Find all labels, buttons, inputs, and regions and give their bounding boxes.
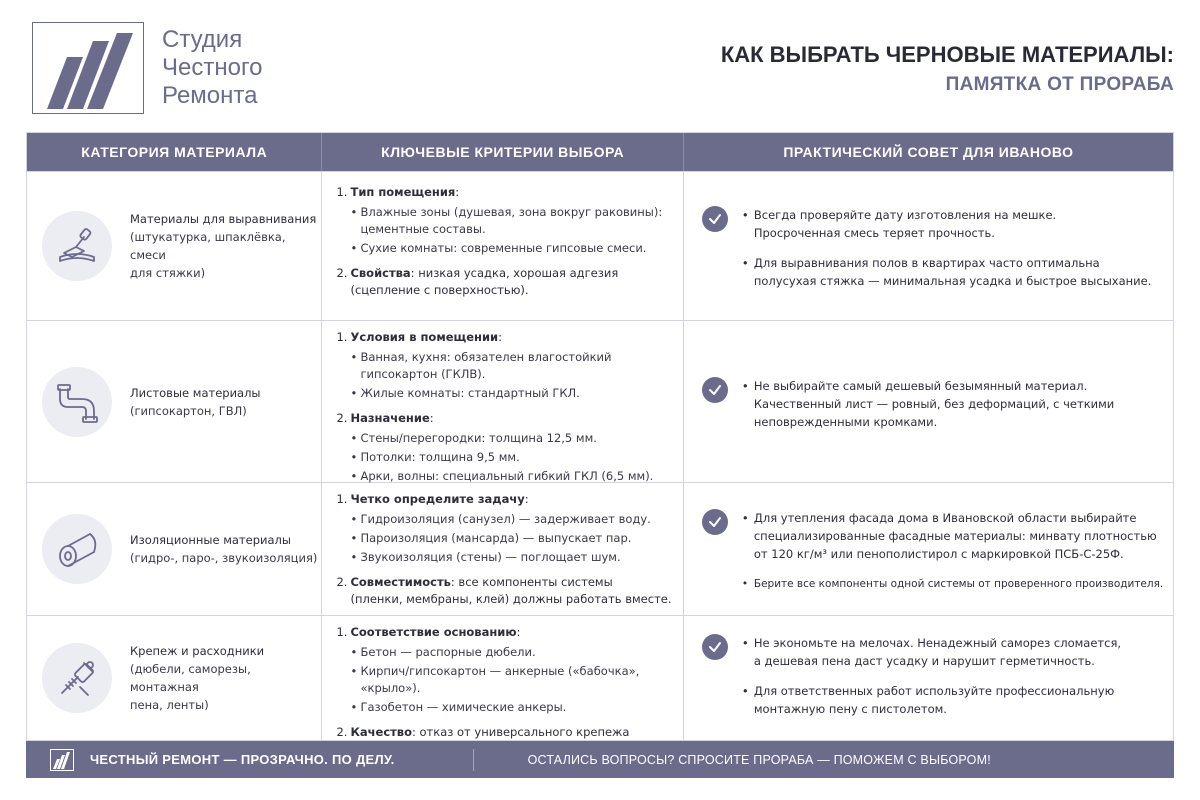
brand-logo xyxy=(32,22,144,114)
criterion-number: 1. xyxy=(336,330,348,344)
tip-text: Для утепления фасада дома в Ивановской области выбирайте специализированные фасадные материалы: минвату плотностью от 120 кг/м³ или пенополистирол с маркировкой ПСБ-С-25Ф. xyxy=(753,511,1157,561)
criterion-bullet xyxy=(336,430,674,447)
criterion-bullet xyxy=(336,699,674,716)
tip-text: Для выравнивания полов в квартирах часто оптимальна полусухая стяжка — минимальная усадка и быстрое высыхание. xyxy=(753,256,1152,288)
category-cell xyxy=(27,172,322,320)
column-header-category: КАТЕГОРИЯ МАТЕРИАЛА xyxy=(27,133,322,171)
tip-list xyxy=(742,509,1163,605)
bullet-dot: • xyxy=(350,241,358,255)
bullet-text: Стены/перегородки: толщина 12,5 мм. xyxy=(360,431,597,445)
criterion-detail: : все компоненты системы (пленки, мембраны, клей) должны работать вместе. xyxy=(350,575,672,606)
insulation-roll-icon xyxy=(42,514,112,584)
criterion-text xyxy=(350,574,671,608)
category-title: Изоляционные материалы xyxy=(130,533,291,547)
table-row xyxy=(27,171,1173,320)
bullet-dot: • xyxy=(741,511,749,525)
bullet-dot: • xyxy=(741,684,749,698)
bullet-dot: • xyxy=(350,350,358,364)
criterion-number: 2. xyxy=(336,575,348,589)
criterion-text xyxy=(350,624,520,641)
category-subtitle: пена, ленты) xyxy=(130,698,209,712)
footer-bar xyxy=(26,741,1174,778)
bullet-dot: • xyxy=(350,512,358,526)
criterion-detail: : отказ от универсального крепежа xyxy=(411,725,630,739)
criterion-number: 2. xyxy=(336,411,348,425)
stripes-logo-icon xyxy=(33,23,145,115)
table-row xyxy=(27,482,1173,615)
bullet-text: Кирпич/гипсокартон — анкерные («бабочка», «крыло»). xyxy=(360,664,640,695)
table-row xyxy=(27,615,1173,740)
criterion-bullet xyxy=(336,204,674,238)
tip-list xyxy=(742,206,1152,302)
bullet-dot: • xyxy=(350,450,358,464)
bullet-text: Бетон — распорные дюбели. xyxy=(360,645,536,659)
checkmark-icon xyxy=(702,634,728,660)
bullet-dot: • xyxy=(741,636,749,650)
page-subtitle: ПАМЯТКА ОТ ПРОРАБА xyxy=(945,74,1174,95)
bullet-dot: • xyxy=(350,645,358,659)
criterion-heading xyxy=(336,724,674,741)
bullet-dot: • xyxy=(741,208,749,222)
tip-item xyxy=(742,575,1163,593)
criterion-number: 1. xyxy=(336,492,348,506)
bullet-text: Звукоизоляция (стены) — поглощает шум. xyxy=(360,550,621,564)
bullet-dot: • xyxy=(350,431,358,445)
bullet-text: Ванная, кухня: обязателен влагостойкий гипсокартон (ГКЛВ). xyxy=(360,350,612,381)
tip-cell xyxy=(684,172,1173,320)
bullet-text: Газобетон — химические анкеры. xyxy=(360,700,567,714)
criterion-bullet xyxy=(336,240,674,257)
table-row xyxy=(27,320,1173,482)
criterion-title: Четко определите задачу xyxy=(350,492,525,506)
page-title: КАК ВЫБРАТЬ ЧЕРНОВЫЕ МАТЕРИАЛЫ: xyxy=(720,42,1174,67)
category-subtitle: для стяжки) xyxy=(130,266,206,280)
criterion-title: Соответствие основанию xyxy=(350,625,517,639)
criterion-bullet xyxy=(336,449,674,466)
tip-text: Для ответственных работ используйте профессиональную монтажную пену с пистолетом. xyxy=(753,684,1115,716)
bullet-dot: • xyxy=(741,578,749,590)
brand-name xyxy=(162,26,263,110)
materials-table xyxy=(26,132,1174,741)
checkmark-icon xyxy=(702,206,728,232)
bullet-dot: • xyxy=(350,205,358,219)
criterion-text xyxy=(350,265,618,299)
bullet-dot: • xyxy=(350,469,358,483)
tip-cell xyxy=(684,483,1173,615)
criterion-title: Совместимость xyxy=(350,575,451,589)
criterion-bullet xyxy=(336,549,674,566)
screw-icon xyxy=(42,643,112,713)
brand-line: Студия xyxy=(162,26,243,53)
category-title: Материалы для выравнивания xyxy=(130,212,317,226)
criterion-detail: : xyxy=(455,185,460,199)
criterion-heading xyxy=(336,574,674,608)
bullet-text: Пароизоляция (мансарда) — выпускает пар. xyxy=(360,531,632,545)
bullet-text: Жилые комнаты: стандартный ГКЛ. xyxy=(360,386,580,400)
bullet-dot: • xyxy=(350,664,358,678)
criteria-cell xyxy=(322,321,683,482)
criterion-detail: : xyxy=(524,492,529,506)
criterion-bullet xyxy=(336,511,674,528)
bullet-text: Гидроизоляция (санузел) — задерживает воду. xyxy=(360,512,651,526)
tip-cell xyxy=(684,616,1173,740)
table-header xyxy=(27,133,1173,171)
tip-item xyxy=(742,254,1152,290)
category-subtitle: (штукатурка, шпаклёвка, смеси xyxy=(130,230,286,262)
tip-item xyxy=(742,634,1121,670)
criterion-detail: : xyxy=(498,330,502,344)
bullet-dot: • xyxy=(350,700,358,714)
criterion-bullet xyxy=(336,663,674,697)
criterion-number: 1. xyxy=(336,185,348,199)
criterion-detail: : xyxy=(429,411,434,425)
bullet-text: Сухие комнаты: современные гипсовые смеси. xyxy=(360,241,647,255)
category-cell xyxy=(27,616,322,740)
bullet-dot: • xyxy=(350,386,358,400)
criterion-detail: : низкая усадка, хорошая адгезия (сцепление с поверхностью). xyxy=(350,266,619,297)
criterion-title: Условия в помещении xyxy=(350,330,499,344)
checkmark-icon xyxy=(702,377,728,403)
category-title: Крепеж и расходники xyxy=(130,644,265,658)
criterion-text xyxy=(350,184,459,201)
category-cell xyxy=(27,483,322,615)
tip-list xyxy=(742,634,1121,730)
criterion-bullet xyxy=(336,530,674,547)
criterion-heading xyxy=(336,410,674,427)
criterion-text xyxy=(350,329,502,346)
criterion-bullet xyxy=(336,349,674,383)
criterion-text xyxy=(350,491,528,508)
tip-list xyxy=(742,377,1114,443)
column-header-tip: ПРАКТИЧЕСКИЙ СОВЕТ ДЛЯ ИВАНОВО xyxy=(783,144,1074,160)
bullet-text: Арки, волны: специальный гибкий ГКЛ (6,5 мм). xyxy=(360,469,654,483)
criterion-number: 1. xyxy=(336,625,348,639)
trowel-icon xyxy=(42,211,112,281)
criteria-cell xyxy=(322,483,683,615)
tip-item xyxy=(742,682,1121,718)
tip-item xyxy=(742,206,1152,242)
category-title: Листовые материалы xyxy=(130,385,261,400)
criteria-cell xyxy=(322,616,683,740)
tip-text: Берите все компоненты одной системы от проверенного производителя. xyxy=(753,578,1164,590)
footer-slogan: ЧЕСТНЫЙ РЕМОНТ — ПРОЗРАЧНО. ПО ДЕЛУ. xyxy=(90,752,395,767)
criterion-title: Назначение xyxy=(350,411,430,425)
criterion-number: 2. xyxy=(336,725,348,739)
brand-line: Ремонта xyxy=(162,82,258,109)
tip-item xyxy=(742,377,1114,431)
brand-line: Честного xyxy=(162,54,263,81)
checkmark-icon xyxy=(702,509,728,535)
criterion-title: Свойства xyxy=(350,266,411,280)
category-subtitle: (гидро-, паро-, звукоизоляция) xyxy=(130,551,318,565)
column-header-criteria: КЛЮЧЕВЫЕ КРИТЕРИИ ВЫБОРА xyxy=(322,133,683,171)
criterion-title: Тип помещения xyxy=(350,185,456,199)
footer-cta: ОСТАЛИСЬ ВОПРОСЫ? СПРОСИТЕ ПРОРАБА — ПОМОЖЕМ С ВЫБОРОМ! xyxy=(527,752,991,767)
criterion-title: Качество xyxy=(350,725,412,739)
bullet-text: Влажные зоны (душевая, зона вокруг раковины): цементные составы. xyxy=(360,205,663,236)
criterion-heading xyxy=(336,491,674,508)
bullet-dot: • xyxy=(350,550,358,564)
bullet-dot: • xyxy=(741,379,749,393)
criterion-heading xyxy=(336,329,674,346)
bullet-text: Потолки: толщина 9,5 мм. xyxy=(360,450,520,464)
tip-text: Не выбирайте самый дешевый безымянный материал. Качественный лист — ровный, без деформаций, с четкими неповрежденными кромками. xyxy=(753,379,1115,429)
criterion-bullet xyxy=(336,644,674,661)
criterion-number: 2. xyxy=(336,266,348,280)
tip-cell xyxy=(684,321,1173,482)
criterion-bullet xyxy=(336,385,674,402)
criterion-heading xyxy=(336,184,674,201)
category-subtitle: (дюбели, саморезы, монтажная xyxy=(130,662,251,694)
criterion-text xyxy=(350,410,433,427)
category-subtitle: (гипсокартон, ГВЛ) xyxy=(130,403,247,418)
bullet-dot: • xyxy=(741,256,749,270)
tip-text: Не экономьте на мелочах. Ненадежный саморез сломается, а дешевая пена даст усадку и нарушит герметичность. xyxy=(753,636,1122,668)
tip-text: Всегда проверяйте дату изготовления на мешке. Просроченная смесь теряет прочность. xyxy=(753,208,1057,240)
bullet-dot: • xyxy=(350,531,358,545)
footer-divider xyxy=(473,749,474,771)
criterion-text xyxy=(350,724,629,741)
criterion-heading xyxy=(336,624,674,641)
category-cell xyxy=(27,321,322,482)
pipe-icon xyxy=(42,367,112,437)
tip-item xyxy=(742,509,1163,563)
criterion-heading xyxy=(336,265,674,299)
criterion-detail: : xyxy=(516,625,521,639)
stripes-logo-icon xyxy=(50,749,74,771)
criteria-cell xyxy=(322,172,683,320)
